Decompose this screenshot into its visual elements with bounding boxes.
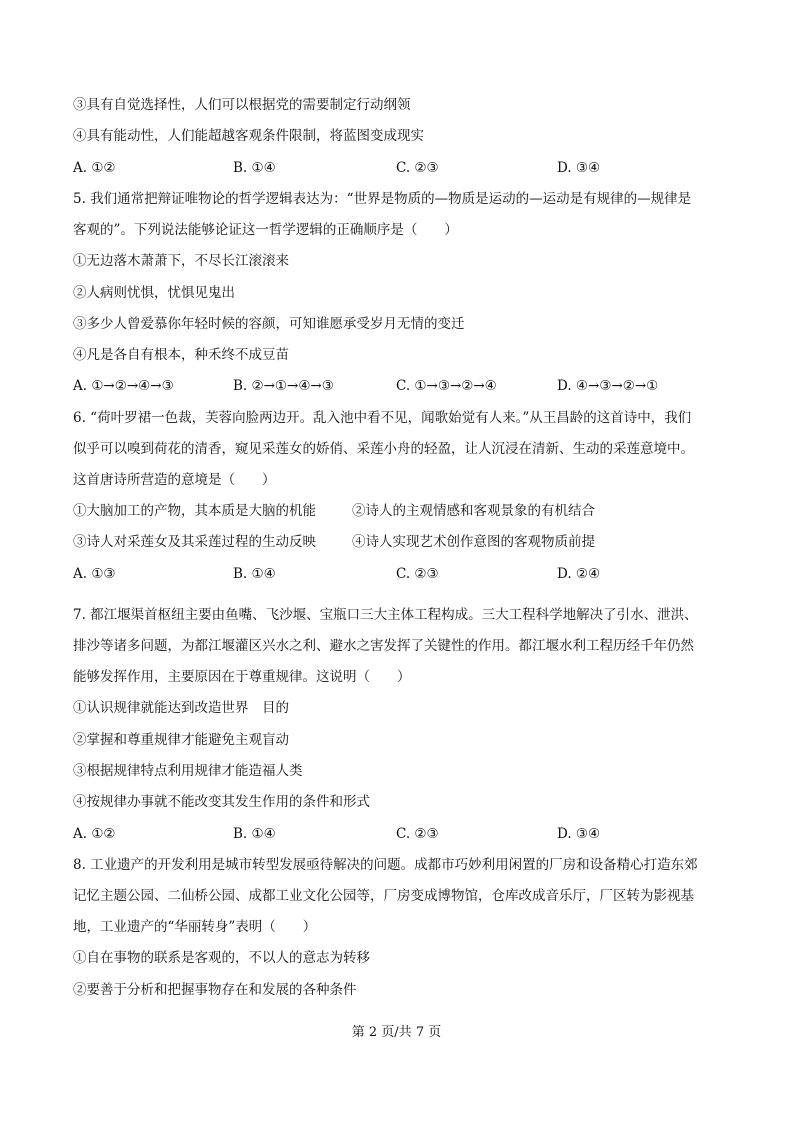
- q8-item-1: ①自在事物的联系是客观的，不以人的意志为转移: [73, 950, 370, 966]
- q4-option-a: A. ①②: [73, 160, 116, 176]
- q4-item-3: ③具有自觉选择性，人们可以根据党的需要制定行动纲领: [73, 97, 411, 113]
- q6-stem-line-3: 这首唐诗所营造的意境是（ ）: [73, 472, 276, 488]
- q5-stem-line-2: 客观的”。下列说法能够论证这一哲学逻辑的正确顺序是（ ）: [73, 222, 458, 238]
- q7-item-4: ④按规律办事就不能改变其发生作用的条件和形式: [73, 794, 370, 810]
- q5-option-d: D. ④→③→②→①: [557, 378, 659, 394]
- q6-item-4: ④诗人实现艺术创作意图的客观物质前提: [352, 534, 595, 550]
- q5-item-1: ①无边落木萧萧下，不尽长江滚滚来: [73, 253, 289, 269]
- q5-stem-line-1: 5. 我们通常把辩证唯物论的哲学逻辑表达为：“世界是物质的—物质是运动的—运动是有规律的—规律是: [73, 191, 692, 207]
- q5-item-3: ③多少人曾爱慕你年轻时候的容颜，可知谁愿承受岁月无情的变迁: [73, 316, 465, 332]
- q6-item-2: ②诗人的主观情感和客观景象的有机结合: [352, 503, 595, 519]
- q4-option-c: C. ②③: [396, 160, 439, 176]
- q6-option-d: D. ②④: [557, 566, 601, 582]
- q4-item-4: ④具有能动性，人们能超越客观条件限制，将蓝图变成现实: [73, 128, 424, 144]
- q6-items-row-2: [73, 533, 733, 551]
- q7-item-1: ①认识规律就能达到改造世界 目的: [73, 700, 289, 716]
- q7-option-b: B. ①④: [233, 826, 276, 842]
- q7-option-a: A. ①②: [73, 826, 116, 842]
- q5-option-a: A. ①→②→④→③: [73, 378, 174, 394]
- q5-item-2: ②人病则忧惧，忧惧见鬼出: [73, 285, 235, 301]
- q4-option-b: B. ①④: [233, 160, 276, 176]
- q7-option-c: C. ②③: [396, 826, 439, 842]
- q6-stem-line-1: 6. “荷叶罗裙一色裁，芙蓉向脸两边开。乱入池中看不见，闻歌始觉有人来。”从王昌龄的这首诗中，我们: [73, 410, 692, 426]
- q7-item-2: ②掌握和尊重规律才能避免主观盲动: [73, 732, 289, 748]
- q7-stem-line-2: 排沙等诸多问题，为都江堰灌区兴水之利、避水之害发挥了关键性的作用。都江堰水利工程历经千年仍然: [73, 638, 694, 654]
- q7-item-3: ③根据规律特点利用规律才能造福人类: [73, 763, 303, 779]
- q7-option-d: D. ③④: [557, 826, 601, 842]
- q5-option-b: B. ②→①→④→③: [233, 378, 334, 394]
- page-footer: 第 2 页/共 7 页: [351, 1025, 442, 1040]
- q4-options: [73, 159, 733, 177]
- q7-stem-line-1: 7. 都江堰渠首枢纽主要由鱼嘴、飞沙堰、宝瓶口三大主体工程构成。三大工程科学地解决了引水、泄洪、: [73, 607, 698, 623]
- q6-item-1: ①大脑加工的产物，其本质是大脑的机能: [73, 503, 316, 519]
- q7-options: [73, 825, 733, 843]
- q6-option-a: A. ①③: [73, 566, 116, 582]
- q7-stem-line-3: 能够发挥作用，主要原因在于尊重规律。这说明（ ）: [73, 669, 411, 685]
- q4-option-d: D. ③④: [557, 160, 601, 176]
- q8-item-2: ②要善于分析和把握事物存在和发展的各种条件: [73, 982, 357, 998]
- q5-option-c: C. ①→③→②→④: [396, 378, 497, 394]
- q8-stem-line-2: 记忆主题公园、二仙桥公园、成都工业文化公园等，厂房变成博物馆，仓库改成音乐厅，厂区转为影视基: [73, 888, 694, 904]
- q6-items-row-1: [73, 502, 733, 520]
- q6-stem-line-2: 似乎可以嗅到荷花的清香，窥见采莲女的娇俏、采莲小舟的轻盈，让人沉浸在清新、生动的采莲意境中。: [73, 441, 694, 457]
- q5-item-4: ④凡是各自有根本，种禾终不成豆苗: [73, 347, 289, 363]
- q6-item-3: ③诗人对采莲女及其采莲过程的生动反映: [73, 534, 316, 550]
- q8-stem-line-1: 8. 工业遗产的开发利用是城市转型发展亟待解决的问题。成都市巧妙利用闲置的厂房和设备精心打造东郊: [73, 857, 698, 873]
- q5-options: [73, 377, 733, 395]
- q6-option-b: B. ①④: [233, 566, 276, 582]
- q6-option-c: C. ②③: [396, 566, 439, 582]
- q6-options: [73, 565, 733, 583]
- q8-stem-line-3: 地，工业遗产的“华丽转身”表明（ ）: [73, 919, 317, 935]
